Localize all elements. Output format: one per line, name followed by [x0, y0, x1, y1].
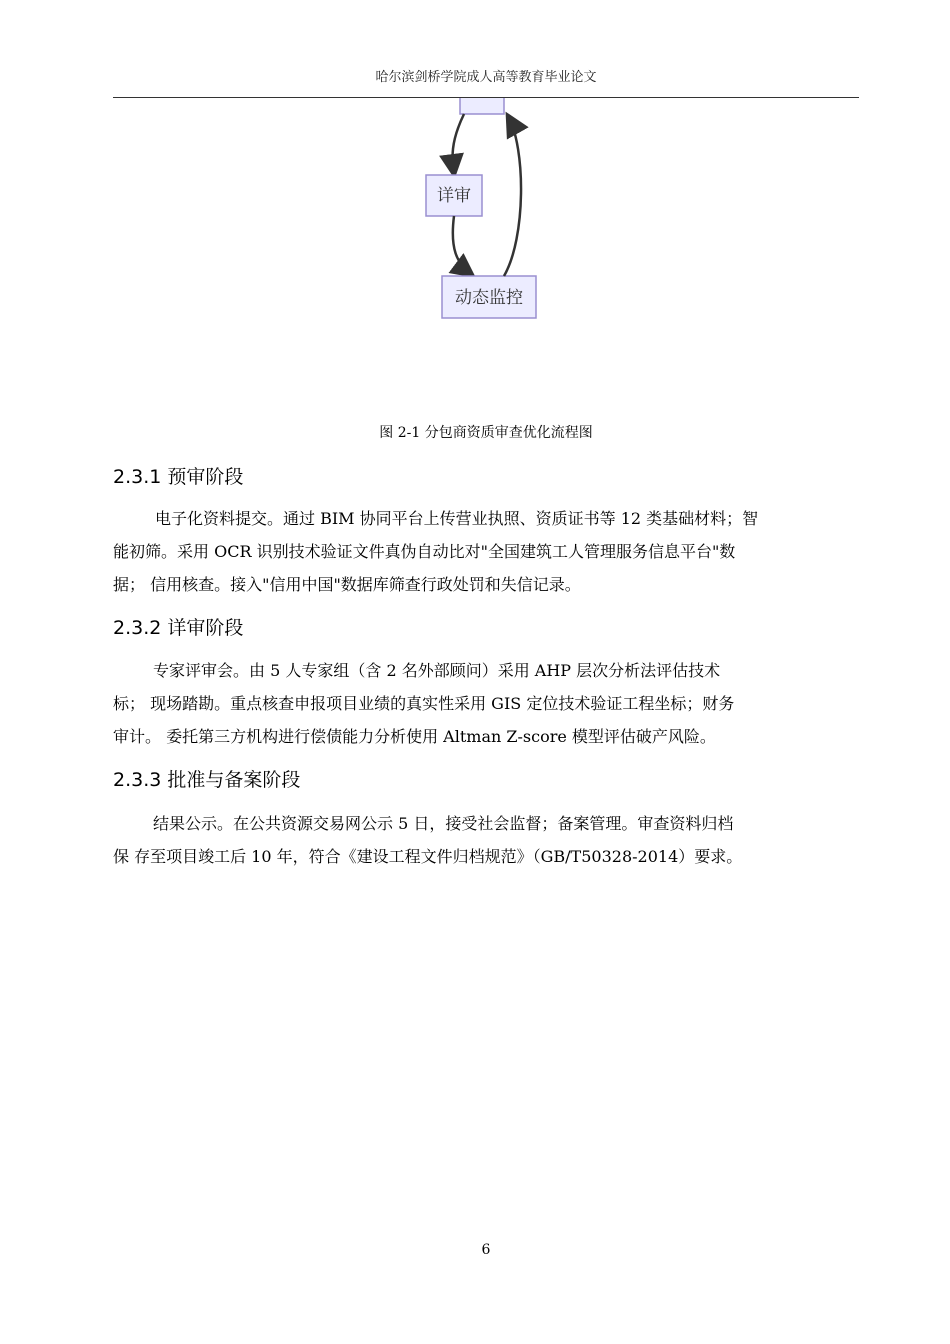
flow-node-detail-label: 详审 — [437, 186, 471, 206]
paragraph-line: 审计。 委托第三方机构进行偿债能力分析使用 Altman Z-score 模型评估破产风险。 — [113, 727, 716, 746]
flowchart — [400, 98, 560, 338]
page-number: 6 — [481, 1242, 491, 1258]
paragraph-line: 标； 现场踏勘。重点核查申报项目业绩的真实性采用 GIS 定位技术验证工程坐标；财务 — [113, 694, 735, 713]
paragraph-line: 结果公示。在公共资源交易网公示 5 日，接受社会监督；备案管理。审查资料归档 — [153, 814, 734, 833]
paragraph-line: 专家评审会。由 5 人专家组（含 2 名外部顾问）采用 AHP 层次分析法评估技术 — [153, 661, 721, 680]
flow-node-monitor-label: 动态监控 — [455, 288, 523, 308]
section-heading-2-3-2: 2.3.2 详审阶段 — [113, 617, 244, 639]
section-heading-2-3-1: 2.3.1 预审阶段 — [113, 466, 244, 488]
section-heading-2-3-3: 2.3.3 批准与备案阶段 — [113, 769, 301, 791]
flow-arrow-return — [504, 116, 521, 276]
flow-arrow-to-detail — [453, 114, 464, 174]
paragraph-line: 据； 信用核查。接入"信用中国"数据库筛查行政处罚和失信记录。 — [113, 575, 581, 594]
paragraph-line: 电子化资料提交。通过 BIM 协同平台上传营业执照、资质证书等 12 类基础材料；智 — [155, 509, 759, 528]
page-header: 哈尔滨剑桥学院成人高等教育毕业论文 — [375, 70, 597, 85]
flow-node-top-cropped — [460, 98, 504, 114]
figure-caption: 图 2-1 分包商资质审查优化流程图 — [379, 425, 593, 441]
paragraph-line: 能初筛。采用 OCR 识别技术验证文件真伪自动比对"全国建筑工人管理服务信息平台"数 — [113, 542, 736, 561]
paragraph-line: 保 存至项目竣工后 10 年，符合《建设工程文件归档规范》（GB/T50328-2014）要求。 — [113, 847, 743, 866]
flow-arrow-to-monitor — [453, 216, 472, 275]
